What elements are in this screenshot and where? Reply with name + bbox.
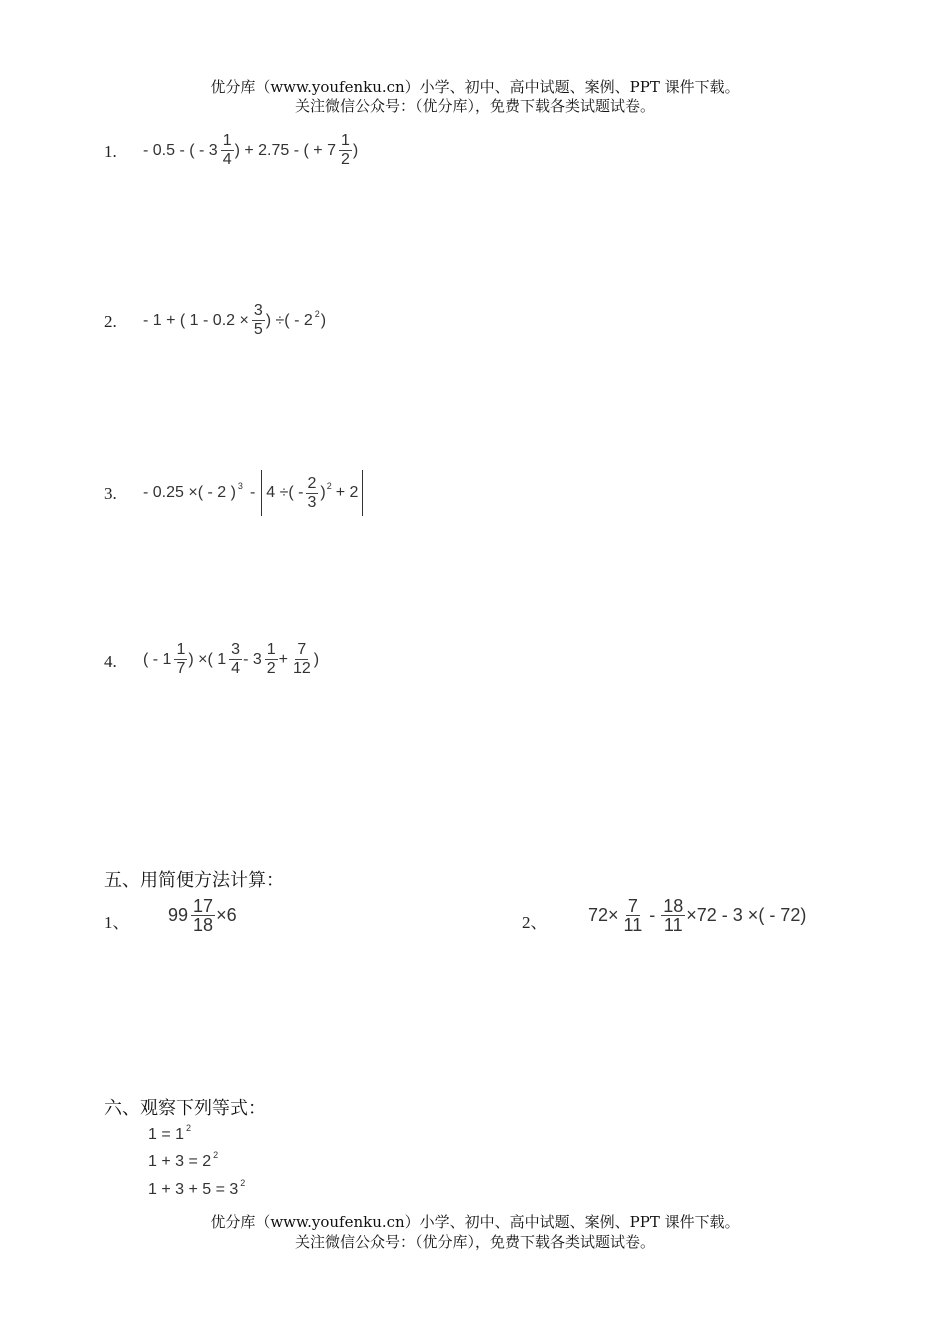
expr-text: - xyxy=(649,905,656,925)
exponent: 3 xyxy=(237,481,243,491)
expr-text: ×6 xyxy=(216,905,237,925)
header-line-2: 关注微信公众号：（优分库），免费下载各类试题试卷。 xyxy=(294,97,655,115)
section-5-item-2-label: 2、 xyxy=(522,913,548,932)
exponent: 2 xyxy=(186,1123,192,1133)
numerator: 7 xyxy=(627,896,638,916)
numerator: 1 xyxy=(176,641,186,658)
denominator: 5 xyxy=(253,321,263,338)
denominator: 4 xyxy=(231,660,241,677)
fraction xyxy=(265,641,278,678)
expr-text: + 2 xyxy=(335,484,359,501)
footer-line-1: 优分库（www.youfenku.cn）小学、初中、高中试题、案例、PPT 课件下载。 xyxy=(210,1213,740,1231)
exponent: 2 xyxy=(240,1178,246,1188)
equation-2 xyxy=(148,1150,219,1171)
expr-text: 4 ÷( - xyxy=(266,484,304,501)
expr-text: ) xyxy=(320,311,327,329)
numerator: 3 xyxy=(253,302,263,319)
problem-2-expression xyxy=(143,302,327,339)
fraction xyxy=(229,641,242,678)
denominator: 4 xyxy=(222,151,232,168)
numerator: 1 xyxy=(266,641,276,658)
numerator: 3 xyxy=(231,641,241,658)
expr-text: - 0.25 ×( - 2 ) xyxy=(143,484,236,501)
fraction xyxy=(306,475,319,512)
problem-4-label: 4. xyxy=(104,652,117,671)
expr-text: 1 + 3 = 2 xyxy=(148,1153,212,1170)
numerator: 1 xyxy=(222,132,232,149)
expr-text: 72× xyxy=(588,905,619,925)
numerator: 7 xyxy=(297,641,307,658)
expr-text: + xyxy=(278,650,288,668)
fraction xyxy=(174,641,187,678)
problem-3-label: 3. xyxy=(104,484,117,503)
section-5-item-2-expression xyxy=(588,897,807,934)
section-6-title: 六、观察下列等式： xyxy=(104,1098,266,1119)
problem-4-expression xyxy=(143,641,320,678)
exponent: 2 xyxy=(314,308,320,319)
expr-text: ) xyxy=(320,484,326,501)
section-5-item-1-label: 1、 xyxy=(104,913,130,932)
problem-1-expression xyxy=(143,132,359,169)
expr-text: - xyxy=(249,484,256,501)
fraction xyxy=(622,897,645,934)
fraction xyxy=(191,897,215,934)
expr-text: ) xyxy=(352,141,359,159)
expr-text: 1 = 1 xyxy=(148,1126,185,1143)
fraction xyxy=(291,641,313,678)
numerator: 1 xyxy=(340,132,350,149)
expr-text: ) ÷( - 2 xyxy=(265,311,313,329)
denominator: 3 xyxy=(307,493,317,511)
numerator: 2 xyxy=(307,474,317,492)
equation-3 xyxy=(148,1178,246,1199)
expr-text: ) xyxy=(313,650,320,668)
fraction xyxy=(339,132,352,169)
expr-text: - 0.5 - ( - 3 xyxy=(143,141,218,159)
expr-text: ) + 2.75 - ( + 7 xyxy=(234,141,336,159)
denominator: 2 xyxy=(340,151,350,168)
expr-text: ) ×( 1 xyxy=(188,650,227,668)
numerator: 18 xyxy=(663,896,684,916)
fraction xyxy=(252,302,265,339)
section-5-title: 五、用简便方法计算： xyxy=(104,870,284,891)
numerator: 17 xyxy=(193,896,214,916)
denominator: 11 xyxy=(663,915,683,935)
expr-text: ( - 1 xyxy=(143,650,172,668)
expr-text: 1 + 3 + 5 = 3 xyxy=(148,1181,239,1198)
square-bracket-group xyxy=(261,470,363,516)
expr-text: - 1 + ( 1 - 0.2 × xyxy=(143,311,249,329)
footer-line-2: 关注微信公众号：（优分库），免费下载各类试题试卷。 xyxy=(294,1233,655,1251)
denominator: 18 xyxy=(193,915,214,935)
expr-text: ×72 - 3 ×( - 72) xyxy=(686,905,807,925)
header-line-1: 优分库（www.youfenku.cn）小学、初中、高中试题、案例、PPT 课件下载。 xyxy=(210,78,740,96)
denominator: 11 xyxy=(623,915,643,935)
expr-text: - 3 xyxy=(243,650,262,668)
denominator: 12 xyxy=(292,660,311,677)
denominator: 7 xyxy=(176,660,186,677)
fraction xyxy=(221,132,234,169)
problem-3-expression xyxy=(143,470,364,516)
exponent: 2 xyxy=(326,481,332,491)
problem-1-label: 1. xyxy=(104,142,117,161)
section-5-item-1-expression xyxy=(168,897,238,934)
expr-text: 99 xyxy=(168,905,189,925)
denominator: 2 xyxy=(266,660,276,677)
problem-2-label: 2. xyxy=(104,312,117,331)
exponent: 2 xyxy=(213,1150,219,1160)
fraction xyxy=(661,897,685,934)
equation-1 xyxy=(148,1123,192,1144)
